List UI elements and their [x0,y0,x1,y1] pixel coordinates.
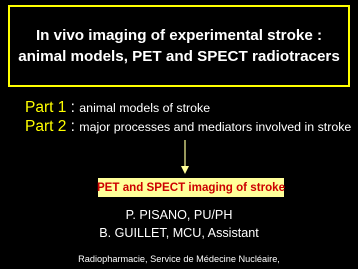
title-box [8,5,350,87]
title-line-2: animal models, PET and SPECT radiotracers [18,48,340,65]
down-arrow-icon [179,140,191,174]
part-2-separator: : [66,118,80,135]
part-2-text: major processes and mediators involved in stroke [79,120,352,134]
part-1-label: Part 1 [25,99,67,116]
highlight-text: PET and SPECT imaging of stroke [96,181,286,194]
part-1-line [25,99,210,117]
part-2-line [25,118,351,136]
author-1: P. PISANO, PU/PH [125,208,233,222]
title-line-1: In vivo imaging of experimental stroke : [35,27,323,44]
highlight-box [98,178,284,197]
part-1-text: animal models of stroke [79,101,211,115]
author-2: B. GUILLET, MCU, Assistant [99,226,259,240]
part-2-label: Part 2 [25,118,67,135]
part-1-separator: : [66,99,80,116]
affiliation: Radiopharmacie, Service de Médecine Nucléaire, [78,254,280,264]
